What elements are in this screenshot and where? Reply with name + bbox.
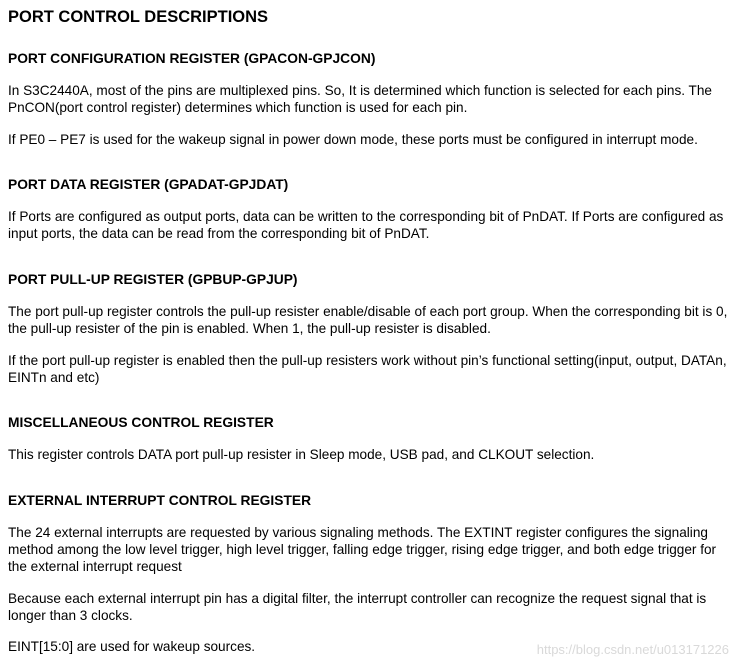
section-heading-external-interrupt: EXTERNAL INTERRUPT CONTROL REGISTER: [8, 493, 312, 508]
section-heading-port-data: PORT DATA REGISTER (GPADAT-GPJDAT): [8, 177, 289, 192]
section-heading-port-pull-up: PORT PULL-UP REGISTER (GPBUP-GPJUP): [8, 272, 298, 287]
section-paragraph: If Ports are configured as output ports, data can be written to the corresponding bit of PnDAT. If Ports are configured as input ports, the data can be read from the corresponding bit of PnDAT.: [8, 209, 724, 241]
page-title: PORT CONTROL DESCRIPTIONS: [8, 8, 269, 26]
section-paragraph: Because each external interrupt pin has a digital filter, the interrupt controller can recognize the request signal that is longer than 3 clocks.: [8, 591, 707, 623]
section-paragraph: If the port pull-up register is enabled then the pull-up resisters work without pin’s functional setting(input, output, DATAn, EINTn and etc): [8, 353, 727, 385]
section-paragraph: EINT[15:0] are used for wakeup sources.: [8, 639, 256, 654]
watermark: https://blog.csdn.net/u013171226: [536, 642, 729, 657]
section-paragraph: If PE0 – PE7 is used for the wakeup signal in power down mode, these ports must be configured in interrupt mode.: [8, 132, 698, 147]
section-paragraph: This register controls DATA port pull-up resister in Sleep mode, USB pad, and CLKOUT selection.: [8, 447, 595, 462]
section-paragraph: The 24 external interrupts are requested by various signaling methods. The EXTINT register configures the signaling method among the low level trigger, high level trigger, falling edge trigger, rising edge trigger, and both edge trigger for the external interrupt request: [8, 525, 717, 574]
section-paragraph: In S3C2440A, most of the pins are multiplexed pins. So, It is determined which function is selected for each pins. The PnCON(port control register) determines which function is used for each pin.: [8, 83, 712, 115]
section-heading-port-configuration: PORT CONFIGURATION REGISTER (GPACON-GPJCON): [8, 51, 376, 66]
section-paragraph: The port pull-up register controls the pull-up resister enable/disable of each port group. When the corresponding bit is 0, the pull-up resister of the pin is enabled. When 1, the pull-up resister is disabled.: [8, 304, 728, 336]
section-heading-miscellaneous-control: MISCELLANEOUS CONTROL REGISTER: [8, 415, 274, 430]
